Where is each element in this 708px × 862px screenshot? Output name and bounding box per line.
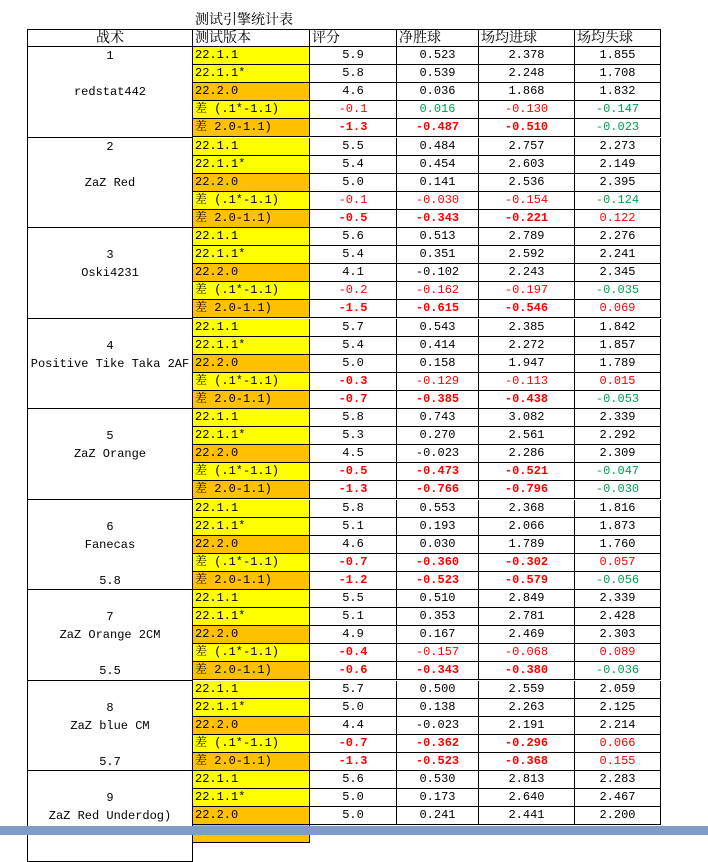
- tactic-name: ZaZ Orange: [73, 447, 146, 462]
- avg-conceded-cell[interactable]: 0.066: [575, 735, 661, 753]
- goal-diff-cell[interactable]: 0.553: [397, 500, 479, 518]
- avg-scored-cell[interactable]: 2.559: [479, 681, 575, 699]
- goal-diff-cell[interactable]: -0.157: [397, 644, 479, 662]
- avg-scored-cell[interactable]: -0.368: [479, 753, 575, 771]
- goal-diff-cell[interactable]: 0.500: [397, 681, 479, 699]
- header-5[interactable]: 场均失球: [575, 29, 661, 47]
- goal-diff-cell[interactable]: 0.510: [397, 590, 479, 608]
- avg-conceded-cell[interactable]: 2.467: [575, 789, 661, 807]
- version-cell[interactable]: 22.1.1: [193, 228, 310, 246]
- tactic-cell[interactable]: [27, 319, 193, 410]
- goal-diff-cell[interactable]: 0.016: [397, 101, 479, 119]
- tactic-cell[interactable]: [27, 228, 193, 319]
- avg-scored-cell[interactable]: 2.368: [479, 500, 575, 518]
- avg-scored-cell[interactable]: 2.813: [479, 771, 575, 789]
- avg-conceded-cell[interactable]: -0.023: [575, 119, 661, 137]
- avg-conceded-cell[interactable]: 1.760: [575, 536, 661, 554]
- rating-cell[interactable]: -0.6: [310, 662, 397, 680]
- avg-conceded-cell[interactable]: 0.155: [575, 753, 661, 771]
- avg-conceded-cell[interactable]: 2.395: [575, 174, 661, 192]
- rating-cell[interactable]: 4.4: [310, 717, 397, 735]
- avg-scored-cell[interactable]: 3.082: [479, 409, 575, 427]
- avg-scored-cell[interactable]: 1.868: [479, 83, 575, 101]
- goal-diff-cell[interactable]: -0.023: [397, 445, 479, 463]
- avg-conceded-cell[interactable]: -0.035: [575, 282, 661, 300]
- avg-conceded-cell[interactable]: 2.339: [575, 590, 661, 608]
- rating-cell[interactable]: 5.8: [310, 65, 397, 83]
- version-cell[interactable]: 差 2.0-1.1): [193, 300, 310, 318]
- version-cell[interactable]: 差 (.1*-1.1): [193, 101, 310, 119]
- rating-cell[interactable]: 5.4: [310, 156, 397, 174]
- rating-cell[interactable]: 5.5: [310, 138, 397, 156]
- header-4[interactable]: 场均进球: [479, 29, 575, 47]
- avg-scored-cell[interactable]: -0.510: [479, 119, 575, 137]
- tactic-number: 5: [106, 429, 114, 444]
- version-cell[interactable]: 22.1.1: [193, 409, 310, 427]
- rating-cell[interactable]: -1.2: [310, 572, 397, 590]
- avg-conceded-cell[interactable]: 1.857: [575, 337, 661, 355]
- tactic-number: 7: [106, 610, 114, 625]
- version-cell[interactable]: 22.1.1: [193, 47, 310, 65]
- rating-cell[interactable]: -1.3: [310, 119, 397, 137]
- avg-conceded-cell[interactable]: 2.309: [575, 445, 661, 463]
- rating-cell[interactable]: 5.1: [310, 608, 397, 626]
- rating-cell[interactable]: 4.6: [310, 83, 397, 101]
- goal-diff-cell[interactable]: -0.362: [397, 735, 479, 753]
- rating-cell[interactable]: 5.4: [310, 246, 397, 264]
- version-cell[interactable]: 差 (.1*-1.1): [193, 644, 310, 662]
- tactic-number: 9: [106, 791, 114, 806]
- version-cell[interactable]: 22.2.0: [193, 445, 310, 463]
- tactic-cell[interactable]: [27, 500, 193, 591]
- tactic-name: redstat442: [73, 85, 146, 100]
- version-cell[interactable]: 差 2.0-1.1): [193, 210, 310, 228]
- version-cell[interactable]: 差 2.0-1.1): [193, 391, 310, 409]
- avg-scored-cell[interactable]: 2.592: [479, 246, 575, 264]
- avg-conceded-cell[interactable]: 2.303: [575, 626, 661, 644]
- avg-scored-cell[interactable]: 2.286: [479, 445, 575, 463]
- avg-conceded-cell[interactable]: 2.149: [575, 156, 661, 174]
- avg-conceded-cell[interactable]: 0.015: [575, 373, 661, 391]
- tactic-name: ZaZ blue CM: [70, 718, 150, 733]
- avg-conceded-cell[interactable]: 0.089: [575, 644, 661, 662]
- version-cell[interactable]: 22.1.1: [193, 319, 310, 337]
- tactic-cell[interactable]: [27, 409, 193, 500]
- goal-diff-cell[interactable]: 0.539: [397, 65, 479, 83]
- rating-cell[interactable]: 4.9: [310, 626, 397, 644]
- avg-conceded-cell[interactable]: 2.276: [575, 228, 661, 246]
- rating-cell[interactable]: 4.1: [310, 264, 397, 282]
- avg-conceded-cell[interactable]: -0.047: [575, 463, 661, 481]
- version-cell[interactable]: 22.1.1: [193, 590, 310, 608]
- goal-diff-cell[interactable]: -0.030: [397, 192, 479, 210]
- version-cell[interactable]: 22.2.0: [193, 807, 310, 825]
- header-2[interactable]: 评分: [310, 29, 397, 47]
- avg-scored-cell[interactable]: 2.272: [479, 337, 575, 355]
- avg-scored-cell[interactable]: -0.296: [479, 735, 575, 753]
- avg-conceded-cell[interactable]: 1.708: [575, 65, 661, 83]
- tactic-name: Oski4231: [81, 266, 139, 281]
- version-cell[interactable]: 22.1.1: [193, 681, 310, 699]
- avg-conceded-cell[interactable]: 1.789: [575, 355, 661, 373]
- version-cell[interactable]: 22.1.1: [193, 771, 310, 789]
- rating-cell[interactable]: 5.7: [310, 681, 397, 699]
- avg-conceded-cell[interactable]: 2.125: [575, 699, 661, 717]
- avg-conceded-cell[interactable]: 2.345: [575, 264, 661, 282]
- version-cell[interactable]: 差 (.1*-1.1): [193, 373, 310, 391]
- version-cell[interactable]: 差 (.1*-1.1): [193, 554, 310, 572]
- avg-scored-cell[interactable]: -0.197: [479, 282, 575, 300]
- goal-diff-cell[interactable]: -0.766: [397, 481, 479, 499]
- rating-cell[interactable]: -0.3: [310, 373, 397, 391]
- avg-scored-cell[interactable]: 2.263: [479, 699, 575, 717]
- goal-diff-cell[interactable]: -0.487: [397, 119, 479, 137]
- rating-cell[interactable]: -0.4: [310, 644, 397, 662]
- avg-conceded-cell[interactable]: 2.339: [575, 409, 661, 427]
- avg-scored-cell[interactable]: 2.469: [479, 626, 575, 644]
- goal-diff-cell[interactable]: -0.023: [397, 717, 479, 735]
- avg-conceded-cell[interactable]: 2.428: [575, 608, 661, 626]
- header-3[interactable]: 净胜球: [397, 29, 479, 47]
- goal-diff-cell[interactable]: -0.523: [397, 753, 479, 771]
- goal-diff-cell[interactable]: -0.360: [397, 554, 479, 572]
- avg-scored-cell[interactable]: 2.248: [479, 65, 575, 83]
- avg-conceded-cell[interactable]: 0.057: [575, 554, 661, 572]
- sheet-title: 测试引擎统计表: [195, 12, 293, 28]
- goal-diff-cell[interactable]: 0.523: [397, 47, 479, 65]
- tactic-cell[interactable]: [27, 590, 193, 681]
- goal-diff-cell[interactable]: 0.351: [397, 246, 479, 264]
- avg-scored-cell[interactable]: -0.546: [479, 300, 575, 318]
- rating-cell[interactable]: -1.3: [310, 481, 397, 499]
- goal-diff-cell[interactable]: -0.615: [397, 300, 479, 318]
- version-cell[interactable]: 22.1.1*: [193, 65, 310, 83]
- goal-diff-cell[interactable]: 0.241: [397, 807, 479, 825]
- avg-scored-cell[interactable]: 2.561: [479, 427, 575, 445]
- tactic-number: 4: [106, 338, 114, 353]
- version-cell[interactable]: 差 (.1*-1.1): [193, 192, 310, 210]
- version-cell[interactable]: 差 2.0-1.1): [193, 481, 310, 499]
- rating-cell[interactable]: 5.7: [310, 319, 397, 337]
- avg-conceded-cell[interactable]: 2.214: [575, 717, 661, 735]
- goal-diff-cell[interactable]: 0.158: [397, 355, 479, 373]
- version-cell[interactable]: 22.1.1: [193, 500, 310, 518]
- avg-scored-cell[interactable]: 2.191: [479, 717, 575, 735]
- rating-cell[interactable]: -0.1: [310, 101, 397, 119]
- avg-scored-cell[interactable]: -0.796: [479, 481, 575, 499]
- window-bottom-bar: [0, 826, 708, 835]
- rating-cell[interactable]: -0.2: [310, 282, 397, 300]
- goal-diff-cell[interactable]: -0.473: [397, 463, 479, 481]
- goal-diff-cell[interactable]: -0.129: [397, 373, 479, 391]
- goal-diff-cell[interactable]: 0.454: [397, 156, 479, 174]
- goal-diff-cell[interactable]: 0.543: [397, 319, 479, 337]
- avg-scored-cell[interactable]: 2.066: [479, 518, 575, 536]
- version-cell[interactable]: 差 2.0-1.1): [193, 753, 310, 771]
- avg-conceded-cell[interactable]: -0.030: [575, 481, 661, 499]
- avg-scored-cell[interactable]: -0.154: [479, 192, 575, 210]
- avg-scored-cell[interactable]: 2.536: [479, 174, 575, 192]
- rating-cell[interactable]: 5.0: [310, 807, 397, 825]
- avg-scored-cell[interactable]: 2.378: [479, 47, 575, 65]
- version-cell[interactable]: 22.2.0: [193, 83, 310, 101]
- tactic-number: 8: [106, 700, 114, 715]
- goal-diff-cell[interactable]: 0.141: [397, 174, 479, 192]
- avg-conceded-cell[interactable]: 2.283: [575, 771, 661, 789]
- avg-conceded-cell[interactable]: 1.816: [575, 500, 661, 518]
- version-cell[interactable]: 差 2.0-1.1): [193, 119, 310, 137]
- version-cell[interactable]: 22.1.1*: [193, 608, 310, 626]
- avg-scored-cell[interactable]: -0.302: [479, 554, 575, 572]
- avg-scored-cell[interactable]: 2.243: [479, 264, 575, 282]
- rating-cell[interactable]: 5.8: [310, 500, 397, 518]
- goal-diff-cell[interactable]: -0.523: [397, 572, 479, 590]
- rating-cell[interactable]: 5.4: [310, 337, 397, 355]
- tactic-cell[interactable]: [27, 771, 193, 862]
- rating-cell[interactable]: 4.5: [310, 445, 397, 463]
- rating-cell[interactable]: 5.0: [310, 355, 397, 373]
- version-cell[interactable]: 22.2.0: [193, 174, 310, 192]
- avg-scored-cell[interactable]: 2.781: [479, 608, 575, 626]
- rating-cell[interactable]: -0.7: [310, 554, 397, 572]
- version-cell[interactable]: 22.1.1*: [193, 427, 310, 445]
- rating-cell[interactable]: 5.9: [310, 47, 397, 65]
- rating-cell[interactable]: 5.3: [310, 427, 397, 445]
- tactic-cell[interactable]: [27, 47, 193, 138]
- version-cell[interactable]: 22.1.1*: [193, 337, 310, 355]
- rating-cell[interactable]: 5.8: [310, 409, 397, 427]
- tactic-name: ZaZ Red: [84, 175, 136, 190]
- avg-scored-cell[interactable]: 1.947: [479, 355, 575, 373]
- version-cell[interactable]: 22.1.1*: [193, 518, 310, 536]
- version-cell[interactable]: 差 (.1*-1.1): [193, 282, 310, 300]
- avg-scored-cell[interactable]: 2.603: [479, 156, 575, 174]
- goal-diff-cell[interactable]: 0.036: [397, 83, 479, 101]
- avg-conceded-cell[interactable]: 1.873: [575, 518, 661, 536]
- version-cell[interactable]: 22.2.0: [193, 536, 310, 554]
- avg-scored-cell[interactable]: -0.380: [479, 662, 575, 680]
- header-0[interactable]: 战术: [27, 29, 193, 47]
- rating-cell[interactable]: 4.6: [310, 536, 397, 554]
- tactic-name: Fanecas: [84, 537, 136, 552]
- rating-cell[interactable]: -1.3: [310, 753, 397, 771]
- goal-diff-cell[interactable]: 0.743: [397, 409, 479, 427]
- rating-cell[interactable]: 5.5: [310, 590, 397, 608]
- rating-cell[interactable]: -0.5: [310, 463, 397, 481]
- goal-diff-cell[interactable]: -0.102: [397, 264, 479, 282]
- rating-cell[interactable]: 5.1: [310, 518, 397, 536]
- avg-scored-cell[interactable]: -0.113: [479, 373, 575, 391]
- goal-diff-cell[interactable]: -0.343: [397, 662, 479, 680]
- goal-diff-cell[interactable]: 0.530: [397, 771, 479, 789]
- avg-scored-cell[interactable]: 2.757: [479, 138, 575, 156]
- avg-scored-cell[interactable]: -0.438: [479, 391, 575, 409]
- version-cell[interactable]: 差 2.0-1.1): [193, 572, 310, 590]
- goal-diff-cell[interactable]: -0.343: [397, 210, 479, 228]
- avg-conceded-cell[interactable]: 2.273: [575, 138, 661, 156]
- goal-diff-cell[interactable]: 0.138: [397, 699, 479, 717]
- rating-cell[interactable]: -1.5: [310, 300, 397, 318]
- goal-diff-cell[interactable]: -0.162: [397, 282, 479, 300]
- avg-conceded-cell[interactable]: 2.200: [575, 807, 661, 825]
- tactic-number: 6: [106, 519, 114, 534]
- tactic-cell[interactable]: [27, 138, 193, 229]
- avg-conceded-cell[interactable]: -0.053: [575, 391, 661, 409]
- tactic-cell[interactable]: [27, 681, 193, 772]
- goal-diff-cell[interactable]: 0.167: [397, 626, 479, 644]
- version-cell[interactable]: 22.1.1: [193, 138, 310, 156]
- avg-scored-cell[interactable]: 2.640: [479, 789, 575, 807]
- tactic-number: 1: [106, 49, 114, 63]
- rating-cell[interactable]: -0.7: [310, 391, 397, 409]
- tactic-name: ZaZ Red Underdog): [48, 809, 172, 824]
- avg-conceded-cell[interactable]: 2.241: [575, 246, 661, 264]
- goal-diff-cell[interactable]: 0.270: [397, 427, 479, 445]
- rating-cell[interactable]: -0.1: [310, 192, 397, 210]
- goal-diff-cell[interactable]: 0.193: [397, 518, 479, 536]
- avg-conceded-cell[interactable]: 1.832: [575, 83, 661, 101]
- avg-conceded-cell[interactable]: 1.855: [575, 47, 661, 65]
- version-cell[interactable]: 22.2.0: [193, 717, 310, 735]
- tactic-name: ZaZ Orange 2CM: [59, 628, 161, 643]
- tactic-extra-value: 5.5: [99, 664, 121, 679]
- version-cell[interactable]: 22.1.1*: [193, 789, 310, 807]
- goal-diff-cell[interactable]: -0.385: [397, 391, 479, 409]
- rating-cell[interactable]: -0.5: [310, 210, 397, 228]
- version-cell[interactable]: 差 (.1*-1.1): [193, 735, 310, 753]
- avg-conceded-cell[interactable]: 1.842: [575, 319, 661, 337]
- avg-scored-cell[interactable]: -0.579: [479, 572, 575, 590]
- version-cell[interactable]: 差 (.1*-1.1): [193, 463, 310, 481]
- avg-scored-cell[interactable]: 1.789: [479, 536, 575, 554]
- rating-cell[interactable]: -0.7: [310, 735, 397, 753]
- version-cell[interactable]: 22.1.1*: [193, 699, 310, 717]
- version-cell[interactable]: 22.2.0: [193, 355, 310, 373]
- avg-scored-cell[interactable]: -0.221: [479, 210, 575, 228]
- goal-diff-cell[interactable]: 0.173: [397, 789, 479, 807]
- goal-diff-cell[interactable]: 0.513: [397, 228, 479, 246]
- avg-scored-cell[interactable]: 2.441: [479, 807, 575, 825]
- rating-cell[interactable]: 5.0: [310, 174, 397, 192]
- version-cell[interactable]: 22.2.0: [193, 626, 310, 644]
- version-cell[interactable]: 22.1.1*: [193, 156, 310, 174]
- version-cell[interactable]: 差 2.0-1.1): [193, 662, 310, 680]
- tactic-extra-value: 5.8: [99, 573, 121, 588]
- avg-conceded-cell[interactable]: -0.036: [575, 662, 661, 680]
- avg-conceded-cell[interactable]: 2.292: [575, 427, 661, 445]
- rating-cell[interactable]: 5.0: [310, 789, 397, 807]
- tactic-number: 3: [106, 248, 114, 263]
- rating-cell[interactable]: 5.0: [310, 699, 397, 717]
- avg-scored-cell[interactable]: -0.130: [479, 101, 575, 119]
- avg-scored-cell[interactable]: 2.789: [479, 228, 575, 246]
- avg-scored-cell[interactable]: -0.068: [479, 644, 575, 662]
- avg-scored-cell[interactable]: 2.385: [479, 319, 575, 337]
- avg-conceded-cell[interactable]: -0.056: [575, 572, 661, 590]
- avg-conceded-cell[interactable]: -0.147: [575, 101, 661, 119]
- avg-scored-cell[interactable]: 2.849: [479, 590, 575, 608]
- avg-conceded-cell[interactable]: 0.122: [575, 210, 661, 228]
- goal-diff-cell[interactable]: 0.414: [397, 337, 479, 355]
- tactic-number: 2: [106, 139, 114, 154]
- header-1[interactable]: 测试版本: [193, 29, 310, 47]
- goal-diff-cell[interactable]: 0.353: [397, 608, 479, 626]
- goal-diff-cell[interactable]: 0.484: [397, 138, 479, 156]
- version-cell[interactable]: 22.1.1*: [193, 246, 310, 264]
- rating-cell[interactable]: 5.6: [310, 228, 397, 246]
- tactic-name: Positive Tike Taka 2AF: [30, 356, 190, 371]
- avg-conceded-cell[interactable]: 0.069: [575, 300, 661, 318]
- version-cell[interactable]: 22.2.0: [193, 264, 310, 282]
- avg-scored-cell[interactable]: -0.521: [479, 463, 575, 481]
- goal-diff-cell[interactable]: 0.030: [397, 536, 479, 554]
- tactic-extra-value: 5.7: [99, 754, 121, 769]
- avg-conceded-cell[interactable]: 2.059: [575, 681, 661, 699]
- rating-cell[interactable]: 5.6: [310, 771, 397, 789]
- avg-conceded-cell[interactable]: -0.124: [575, 192, 661, 210]
